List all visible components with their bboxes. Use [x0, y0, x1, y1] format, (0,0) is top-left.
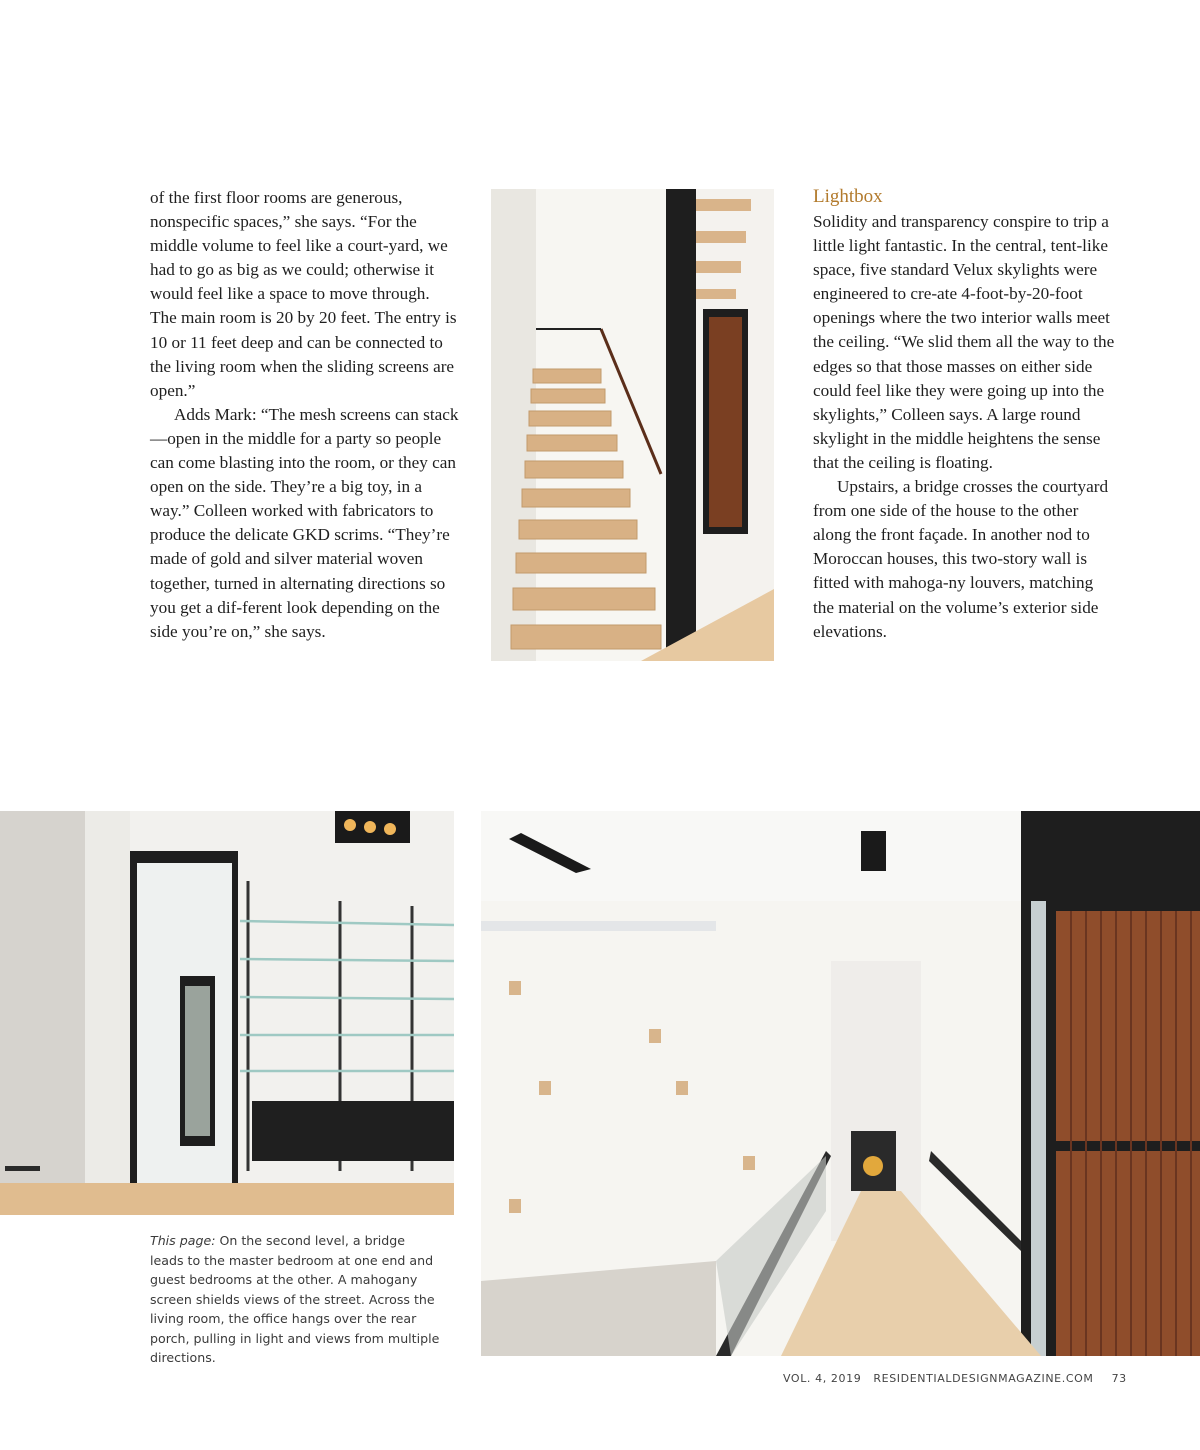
caption-lead: This page:	[150, 1233, 216, 1248]
caption-text: On the second level, a bridge leads to the master bedroom at one end and guest bedrooms at the other. A mahogany screen shields views of the street. Across the living room, the office hangs over the rear porch, pulling in light and views from multiple directions.	[150, 1233, 440, 1365]
volume-label: VOL. 4, 2019	[783, 1372, 862, 1385]
staircase-photo	[491, 189, 774, 661]
page-footer	[783, 1372, 1127, 1385]
website-link[interactable]: RESIDENTIALDESIGNMAGAZINE.COM	[873, 1372, 1094, 1385]
body-paragraph: of the first floor rooms are generous, nonspecific spaces,” she says. “For the middle volume to feel like a court-yard, we had to go as big as we could; otherwise it would feel like a space to move through. The main room is 20 by 20 feet. The entry is 10 or 11 feet deep and can be connected to the living room when the sliding screens are open.”	[150, 188, 457, 400]
section-heading: Lightbox	[813, 186, 883, 207]
page-number: 73	[1111, 1372, 1127, 1385]
photo-caption	[150, 1231, 440, 1368]
body-paragraph: Solidity and transparency conspire to trip a little light fantastic. In the central, tent-like space, five standard Velux skylights were engineered to cre-ate 4-foot-by-20-foot openings where the two interior walls meet the ceiling. “We slid them all the way to the edges so that those masses on either side could feel like they were going up into the skylights,” Colleen says. A large round skylight in the middle heightens the sense that the ceiling is floating.	[813, 212, 1115, 472]
right-text-column	[813, 210, 1118, 644]
body-paragraph: Adds Mark: “The mesh screens can stack—open in the middle for a party so people can come blasting into the room, or they can open on the side. They’re a big toy, in a way.” Colleen worked with fabricators to produce the delicate GKD scrims. “They’re made of gold and silver material woven together, turned in alternating directions so you get a dif-ferent look depending on the side you’re on,” she says.	[150, 404, 459, 641]
glass-shelving-photo	[0, 811, 454, 1215]
bridge-photo	[481, 811, 1200, 1356]
body-paragraph: Upstairs, a bridge crosses the courtyard from one side of the house to the other along the front façade. In another nod to Moroccan houses, this two-story wall is fitted with mahoga-ny louvers, matching the material on the volume’s exterior side elevations.	[813, 477, 1109, 641]
left-text-column	[150, 186, 460, 644]
